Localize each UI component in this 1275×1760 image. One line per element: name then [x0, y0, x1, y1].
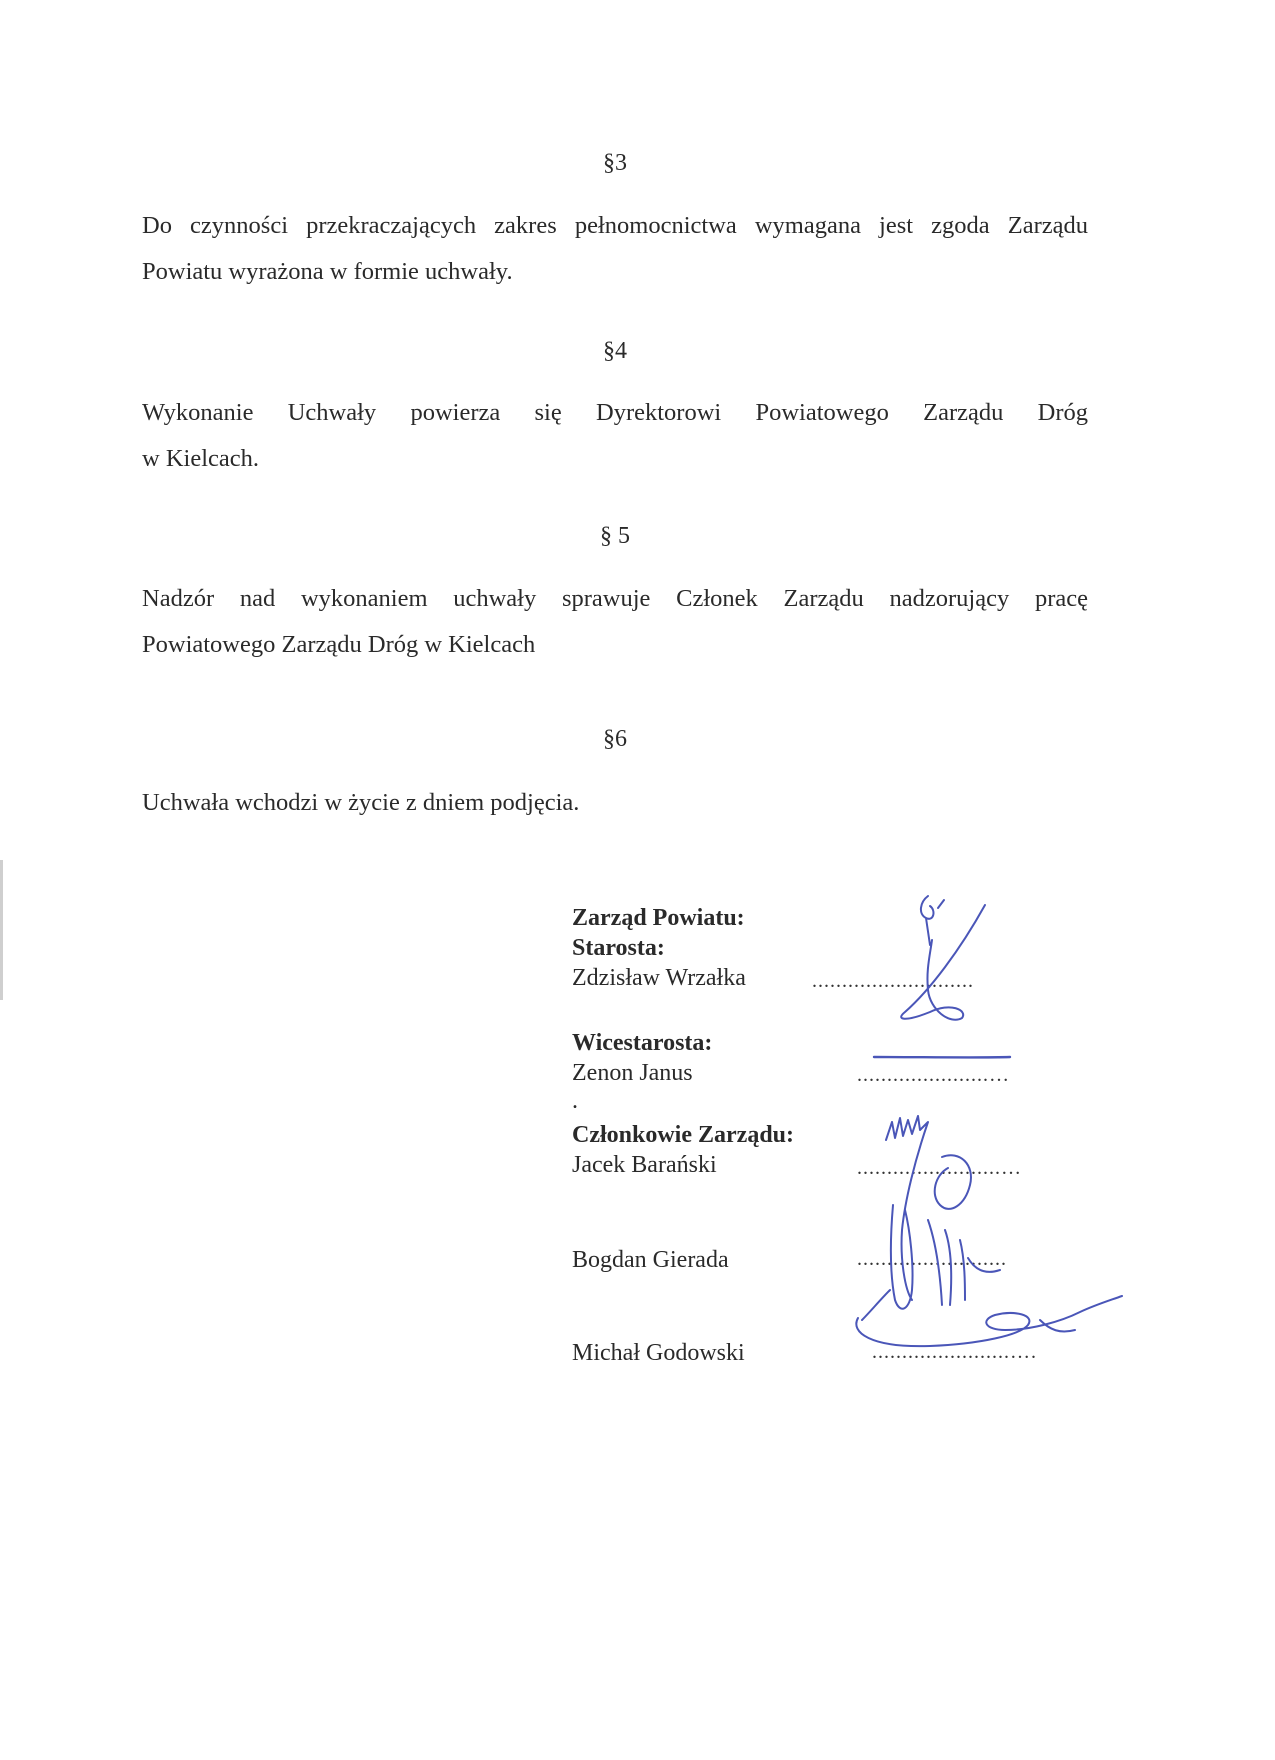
member-3-signature — [856, 1290, 1122, 1346]
member-3-name: Michał Godowski — [572, 1340, 745, 1366]
section-3-line-2: Powiatu wyrażona w formie uchwały. — [142, 258, 513, 285]
member-2-block — [572, 1245, 729, 1275]
wicestarosta-role: Wicestarosta: — [572, 1030, 713, 1056]
starosta-role: Starosta: — [572, 935, 665, 961]
starosta-signature-line: ........................... — [812, 970, 974, 992]
section-5-text — [142, 576, 1088, 668]
section-6-text — [142, 780, 1088, 826]
section-4-line-1: Wykonanie Uchwały powierza się Dyrektorowi Powiatowego Zarządu Dróg — [142, 399, 1088, 426]
section-4-text — [142, 390, 1088, 482]
section-6-line-1: Uchwała wchodzi w życie z dniem podjęcia. — [142, 789, 580, 816]
starosta-signature — [901, 896, 985, 1020]
section-5-heading: § 5 — [600, 523, 630, 549]
board-signature-block — [572, 903, 746, 993]
starosta-name: Zdzisław Wrzałka — [572, 965, 746, 991]
section-3-line-1: Do czynności przekraczających zakres pełnomocnictwa wymagana jest zgoda Zarządu — [142, 212, 1088, 239]
scan-edge-mark — [0, 860, 3, 1000]
members-role: Członkowie Zarządu: — [572, 1122, 794, 1148]
member-1-signature — [886, 1116, 971, 1300]
section-3-heading: §3 — [603, 150, 627, 176]
members-block — [572, 1120, 794, 1180]
member-2-name: Bogdan Gierada — [572, 1247, 729, 1273]
stray-mark: . — [572, 1088, 578, 1114]
wicestarosta-block — [572, 1028, 712, 1114]
member-3-block — [572, 1338, 745, 1368]
section-4-heading: §4 — [603, 338, 627, 364]
section-5-line-2: Powiatowego Zarządu Dróg w Kielcach — [142, 631, 536, 658]
section-5-line-1: Nadzór nad wykonaniem uchwały sprawuje Członek Zarządu nadzorujący pracę — [142, 585, 1088, 612]
wicestarosta-name: Zenon Janus — [572, 1060, 693, 1086]
member-2-signature-line: ......................... — [857, 1248, 1007, 1270]
section-6-heading: §6 — [603, 726, 627, 752]
section-3-text — [142, 203, 1088, 295]
board-title: Zarząd Powiatu: — [572, 905, 745, 931]
section-4-line-2: w Kielcach. — [142, 445, 259, 472]
member-3-signature-line: .......................…. — [872, 1341, 1037, 1363]
member-1-signature-line: ........................… — [857, 1157, 1022, 1179]
wicestarosta-signature-line: ......................… — [857, 1064, 1010, 1086]
member-1-name: Jacek Barański — [572, 1152, 717, 1178]
